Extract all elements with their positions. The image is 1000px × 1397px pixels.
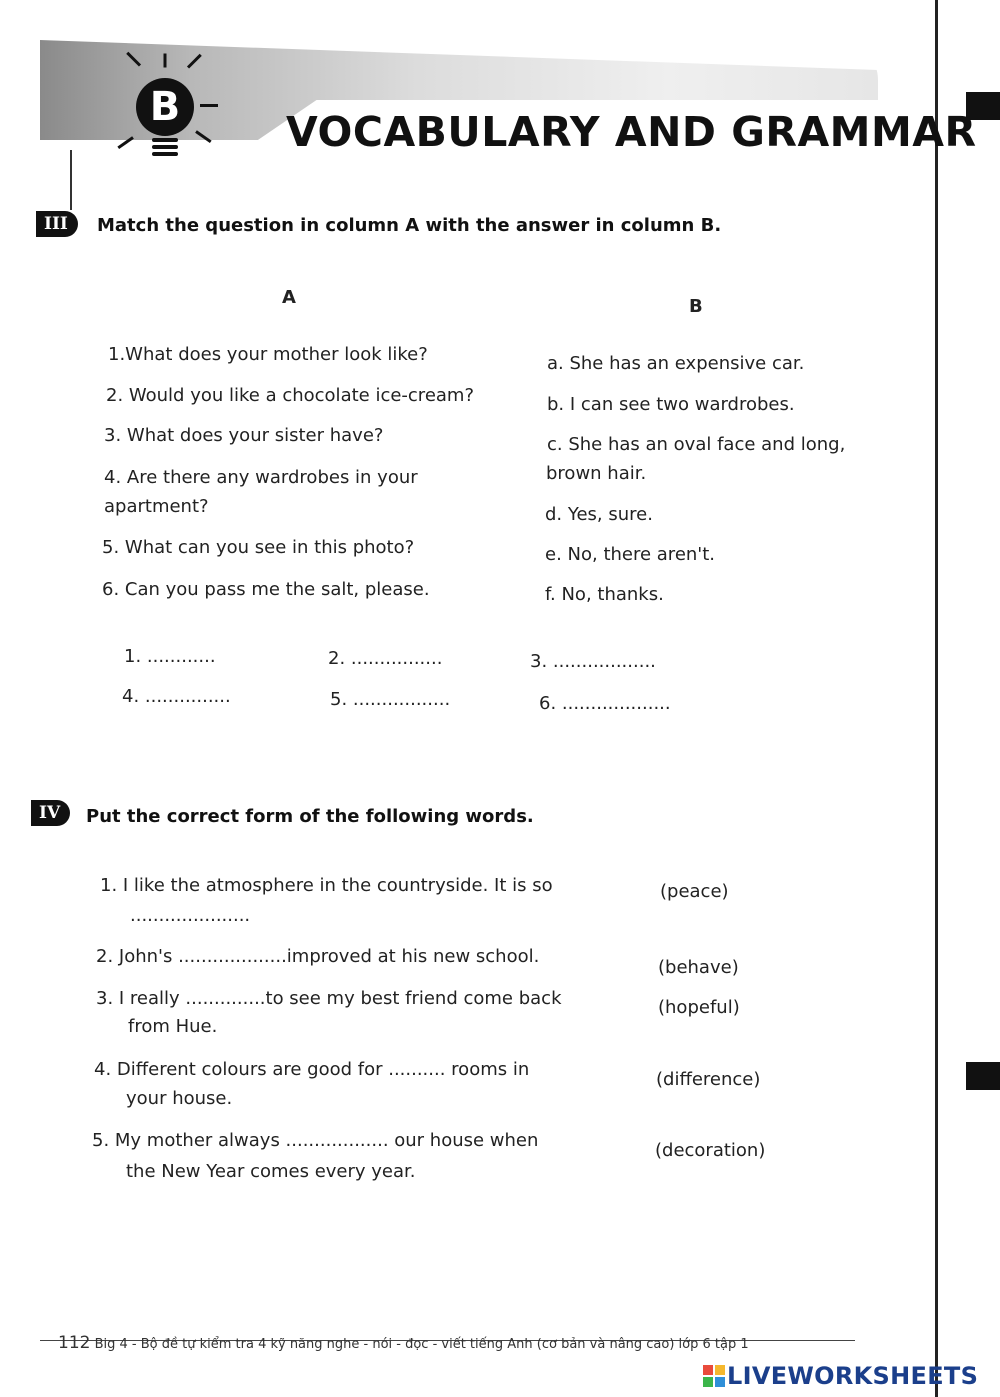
answer-item: e. No, there aren't. — [545, 544, 716, 565]
logo-text: LIVEWORKSHEETS — [727, 1362, 979, 1390]
section-instruction: Match the question in column A with the answer in column B. — [97, 215, 722, 236]
logo-grid-icon — [703, 1365, 725, 1387]
question-item-continued: apartment? — [104, 496, 209, 517]
column-b-heading: B — [689, 296, 703, 317]
book-title: Big 4 - Bộ đề tự kiểm tra 4 kỹ năng nghe - nói - đọc - viết tiếng Anh (cơ bản và nâng cao) lớp 6 tập 1 — [94, 1337, 749, 1352]
answer-item: b. I can see two wardrobes. — [547, 394, 795, 415]
answer-item-continued: brown hair. — [546, 463, 647, 484]
exercise-item-continued: from Hue. — [128, 1016, 218, 1037]
footer — [58, 1333, 749, 1353]
answer-blank[interactable]: 1. ............ — [124, 646, 216, 667]
answer-blank[interactable]: 4. ............... — [122, 686, 231, 707]
question-item: 1.What does your mother look like? — [108, 344, 428, 365]
answer-item: d. Yes, sure. — [545, 504, 653, 525]
word-hint: (behave) — [658, 957, 739, 978]
section-letter-bulb-icon — [136, 78, 194, 136]
answer-item: c. She has an oval face and long, — [547, 434, 846, 455]
answer-item: f. No, thanks. — [545, 584, 664, 605]
section-instruction: Put the correct form of the following words. — [86, 806, 534, 827]
exercise-item: 3. I really ..............to see my best friend come back — [96, 988, 562, 1009]
bulb-base-icon — [152, 138, 178, 166]
word-hint: (difference) — [656, 1069, 761, 1090]
answer-blank[interactable]: 5. ................. — [330, 689, 451, 710]
question-item: 4. Are there any wardrobes in your — [104, 467, 418, 488]
answer-blank[interactable]: 2. ................ — [328, 648, 443, 669]
bulb-ray — [164, 54, 167, 68]
exercise-item-continued: the New Year comes every year. — [126, 1161, 416, 1182]
question-item: 6. Can you pass me the salt, please. — [102, 579, 430, 600]
section-badge-iv: IV — [31, 800, 70, 826]
exercise-item: 5. My mother always .................. our house when — [92, 1130, 539, 1151]
answer-blank[interactable]: 6. ................... — [539, 693, 671, 714]
page-title: VOCABULARY AND GRAMMAR — [286, 108, 977, 156]
question-item: 3. What does your sister have? — [104, 425, 384, 446]
page-number: 112 — [58, 1333, 91, 1353]
section-badge-iii: III — [36, 211, 78, 237]
word-hint: (peace) — [660, 881, 729, 902]
section-letter: B — [149, 84, 181, 130]
column-a-heading: A — [282, 287, 296, 308]
bulb-ray — [200, 104, 218, 107]
answer-blank[interactable]: 3. .................. — [530, 651, 656, 672]
next-page-badge-edge — [966, 1062, 1000, 1090]
question-item: 5. What can you see in this photo? — [102, 537, 415, 558]
decorative-line — [70, 150, 72, 210]
answer-item: a. She has an expensive car. — [547, 353, 805, 374]
exercise-item: 1. I like the atmosphere in the countryside. It is so — [100, 875, 553, 896]
word-hint: (decoration) — [655, 1140, 766, 1161]
exercise-item: 4. Different colours are good for .......... rooms in — [94, 1059, 530, 1080]
question-item: 2. Would you like a chocolate ice-cream? — [106, 385, 475, 406]
word-hint: (hopeful) — [658, 997, 740, 1018]
exercise-blank[interactable]: ..................... — [130, 905, 251, 926]
exercise-item: 2. John's ...................improved at his new school. — [96, 946, 540, 967]
page-divider-line — [935, 0, 938, 1397]
exercise-item-continued: your house. — [126, 1088, 233, 1109]
liveworksheets-logo[interactable] — [703, 1362, 978, 1390]
